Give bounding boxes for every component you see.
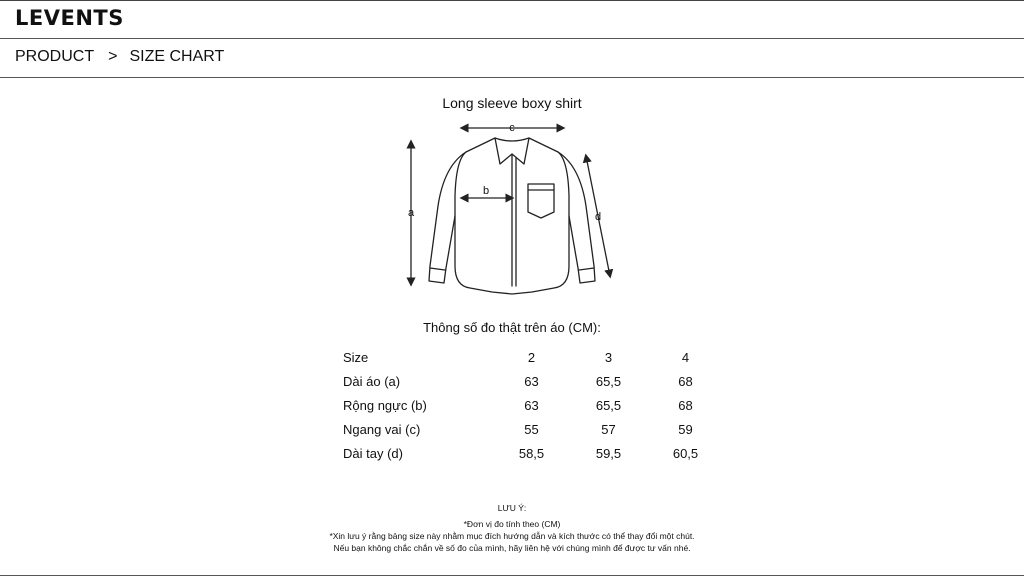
row-value: 65,5 — [595, 373, 622, 389]
measure-b-label: b — [482, 185, 490, 197]
row-value: 65,5 — [595, 397, 622, 413]
size-header-cell: 3 — [604, 349, 613, 365]
row-value: 63 — [524, 373, 539, 389]
breadcrumb-size-chart: SIZE CHART — [129, 48, 225, 65]
row-value: 60,5 — [672, 445, 699, 461]
right-cuff — [579, 268, 594, 270]
left-sleeve — [429, 152, 466, 283]
note-line: *Xin lưu ý rằng bảng size này nhằm mục đích hướng dẫn và kích thước có thể thay đổi một chút. — [329, 531, 695, 541]
breadcrumb-separator: > — [108, 48, 118, 65]
note-line: Nếu bạn không chắc chắn về số đo của mình, hãy liên hệ với chúng mình để được tư vấn nhé. — [333, 543, 691, 553]
product-title: Long sleeve boxy shirt — [442, 95, 582, 111]
measure-c-label: c — [509, 122, 515, 134]
size-header-cell: 4 — [681, 349, 690, 365]
row-label: Ngang vai (c) — [343, 421, 421, 437]
bottom-border — [0, 575, 1024, 576]
row-value: 68 — [678, 373, 693, 389]
table-row — [336, 369, 724, 393]
table-row — [336, 417, 724, 441]
row-label: Dài tay (d) — [343, 445, 403, 461]
spec-title: Thông số đo thật trên áo (CM): — [423, 320, 601, 335]
breadcrumb-product[interactable]: PRODUCT — [15, 48, 95, 65]
brand-logo[interactable]: LEVENTS — [15, 6, 124, 30]
table-row — [336, 393, 724, 417]
note-line: *Đơn vị đo tính theo (CM) — [463, 519, 561, 529]
size-table — [336, 345, 724, 465]
row-value: 58,5 — [518, 445, 545, 461]
row-value: 59 — [678, 421, 693, 437]
row-value: 68 — [678, 397, 693, 413]
row-value: 59,5 — [595, 445, 622, 461]
top-border — [0, 0, 1024, 1]
notes-title: LƯU Ý: — [497, 503, 527, 513]
breadcrumb — [15, 48, 224, 66]
measure-a-label: a — [407, 207, 415, 219]
left-cuff — [430, 268, 445, 270]
size-header-label: Size — [343, 349, 369, 365]
table-row — [336, 441, 724, 465]
row-value: 55 — [524, 421, 539, 437]
shirt-diagram — [400, 116, 624, 302]
header-divider — [0, 38, 1024, 39]
chest-pocket — [528, 184, 554, 218]
row-label: Dài áo (a) — [343, 373, 401, 389]
row-label: Rộng ngực (b) — [343, 397, 427, 413]
notes-section — [0, 502, 1024, 554]
measure-d-label: d — [594, 211, 602, 223]
size-header-cell: 2 — [527, 349, 536, 365]
row-value: 57 — [601, 421, 616, 437]
row-value: 63 — [524, 397, 539, 413]
size-header-row — [336, 345, 724, 369]
breadcrumb-divider — [0, 77, 1024, 78]
